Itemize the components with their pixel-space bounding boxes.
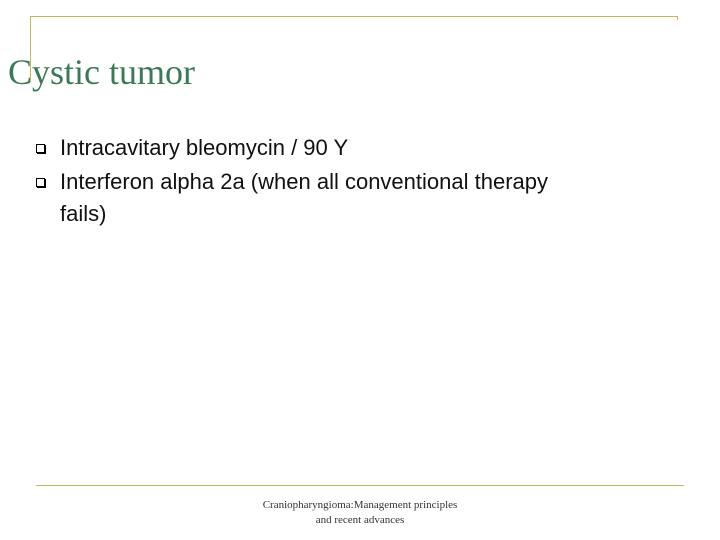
footer-divider [36,485,684,486]
square-bullet-icon [36,144,45,153]
footer-line-1: Craniopharyngioma:Management principles [262,499,458,511]
top-border-line [30,16,678,17]
bullet-item [36,166,596,230]
slide-title: Cystic tumor [8,52,195,92]
right-border-tick [677,16,678,20]
slide-footer [240,498,480,528]
bullet-text: Intracavitary bleomycin / 90 Y [60,135,349,160]
bullet-item [36,132,596,164]
bullet-list [36,132,596,232]
footer-line-2: and recent advances [315,514,405,526]
bullet-text: Interferon alpha 2a (when all conventional therapy fails) [60,169,548,226]
square-bullet-icon [36,178,45,187]
